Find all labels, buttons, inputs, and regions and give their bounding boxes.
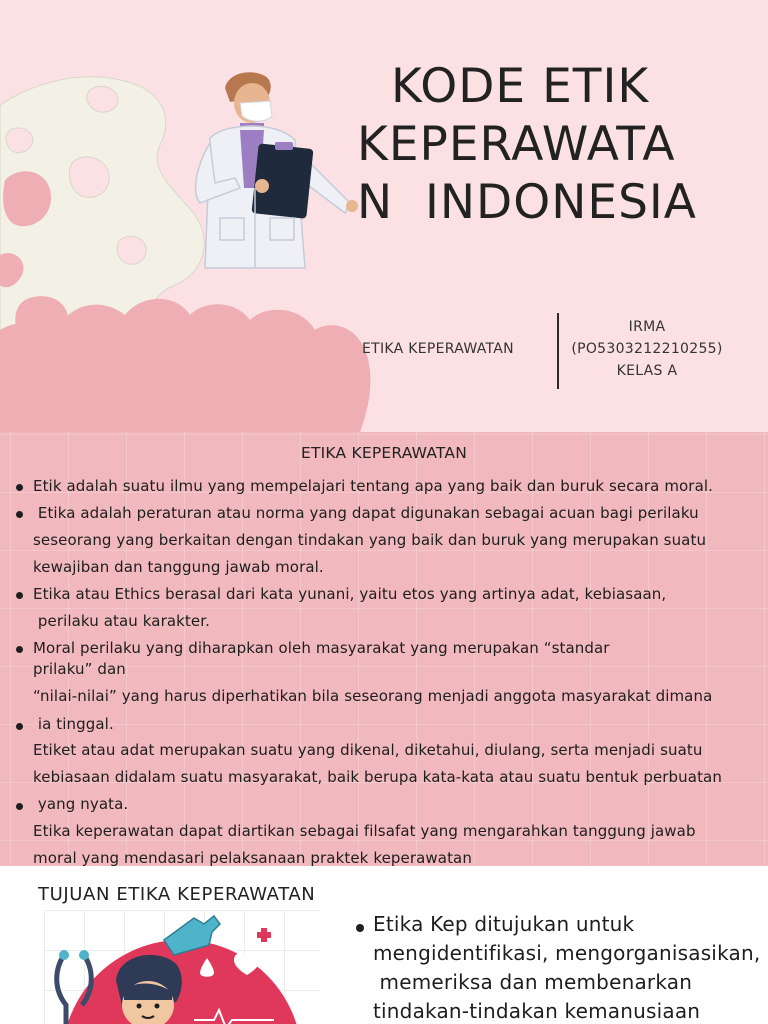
title-line-2: KEPERAWATA: [357, 117, 676, 172]
medical-illustration: [44, 910, 320, 1024]
bullet-dot: [16, 803, 23, 810]
student-class: KELAS A: [616, 363, 678, 379]
paragraph-line: Etika Kep ditujukan untuk: [373, 912, 635, 936]
paragraph-line: seseorang yang berkaitan dengan tindakan yang baik dan buruk yang merupakan suatu: [33, 531, 707, 549]
paragraph-line: prilaku” dan: [33, 660, 126, 678]
paragraph-line: kewajiban dan tanggung jawab moral.: [33, 558, 324, 576]
student-info: [562, 316, 732, 382]
bullet-dot: [16, 592, 23, 599]
paragraph-line: Etika keperawatan dapat diartikan sebagai filsafat yang mengarahkan tanggung jawab: [33, 822, 696, 840]
nurse-with-clipboard-illustration: [180, 68, 360, 288]
paragraph-line: Etika atau Ethics berasal dari kata yunani, yaitu etos yang artinya adat, kebiasaan,: [33, 585, 667, 603]
paragraph-line: moral yang mendasari pelaksanaan praktek keperawatan: [33, 849, 472, 866]
slide-title: [357, 58, 757, 232]
paragraph-line: memeriksa dan membenarkan: [373, 970, 693, 994]
paragraph-line: yang nyata.: [33, 795, 129, 813]
title-slide: [0, 0, 768, 432]
paragraph-line: Etiket atau adat merupakan suatu yang dikenal, diketahui, diulang, serta menjadi suatu: [33, 741, 703, 759]
paragraph-line: kebiasaan didalam suatu masyarakat, baik berupa kata-kata atau suatu bentuk perbuatan: [33, 768, 722, 786]
bullet-dot: [16, 646, 23, 653]
student-name: IRMA: [628, 319, 666, 335]
slide-heading: ETIKA KEPERAWATAN: [301, 444, 467, 462]
title-line-1: KODE ETIK: [391, 59, 650, 114]
student-id: (PO5303212210255): [571, 341, 723, 357]
bullet-dot: [16, 511, 23, 518]
paragraph-line: tindakan-tindakan kemanusiaan: [373, 999, 701, 1023]
subject-label: ETIKA KEPERAWATAN: [362, 341, 514, 357]
illustration-card: [44, 910, 320, 1024]
slide-heading: TUJUAN ETIKA KEPERAWATAN: [38, 884, 316, 905]
bullet-dot: [356, 924, 364, 932]
bullet-dot: [16, 723, 23, 730]
ethics-definition-slide: [0, 432, 768, 866]
paragraph-line: Etik adalah suatu ilmu yang mempelajari tentang apa yang baik dan buruk secara moral.: [33, 477, 713, 495]
purpose-slide: [0, 866, 768, 1024]
paragraph-line: Etika adalah peraturan atau norma yang dapat digunakan sebagai acuan bagi perilaku: [33, 504, 699, 522]
paragraph-line: ia tinggal.: [33, 715, 114, 733]
paragraph-line: perilaku atau karakter.: [33, 612, 210, 630]
paragraph-line: mengidentifikasi, mengorganisasikan,: [373, 941, 761, 965]
bullet-dot: [16, 484, 23, 491]
paragraph-line: “nilai-nilai” yang harus diperhatikan bila seseorang menjadi anggota masyarakat dimana: [33, 687, 713, 705]
vertical-divider: [557, 313, 559, 389]
paragraph-line: Moral perilaku yang diharapkan oleh masyarakat yang merupakan “standar: [33, 639, 610, 657]
title-line-3: N INDONESIA: [357, 175, 697, 230]
